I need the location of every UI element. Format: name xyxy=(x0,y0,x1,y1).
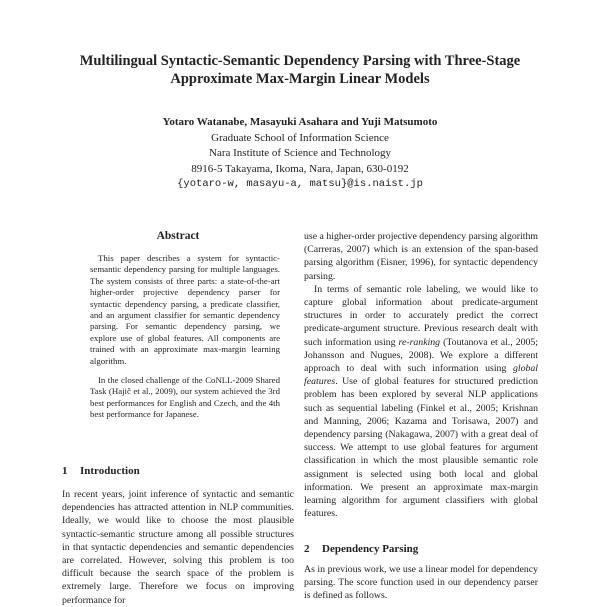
section-1-heading xyxy=(62,465,140,477)
dependency-parsing-body xyxy=(304,563,538,600)
right-p2-part-c: . Use of global features for structured prediction problem has been explored by several NLP applications such as sequential labeling (Finkel et al., 2005; Krishnan and Manning, 2006; Kazama and Torisawa, 2007) and dependency parsing (Nakagawa, 2007) with a great deal of success. We attempt to use global features for argument classification in which the most plausible semantic role assignment is selected using both local and global information. We present an approximate max-margin learning algorithm for argument classifiers with global features. xyxy=(304,376,538,520)
abstract-paragraph-1: This paper describes a system for syntactic-semantic dependency parsing for multiple languages. The system consists of three parts: a state-of-the-art higher-order projective dependency parser for syntactic dependency parsing, a predicate classifier, and an argument classifier for semantic dependency parsing. For semantic dependency parsing, we explore use of global features. All components are trained with an approximate max-margin learning algorithm. xyxy=(90,253,280,366)
section-1-number: 1 xyxy=(62,465,68,477)
section-2-title: Dependency Parsing xyxy=(322,543,419,555)
section-2-number: 2 xyxy=(304,543,310,555)
right-column-body xyxy=(304,230,538,530)
author-names: Yotaro Watanabe, Masayuki Asahara and Yuji Matsumoto xyxy=(162,116,438,128)
address: 8916-5 Takayama, Ikoma, Nara, Japan, 630-0192 xyxy=(191,162,409,175)
affiliation: Graduate School of Information Science xyxy=(211,131,389,144)
abstract-heading: Abstract xyxy=(156,230,200,242)
institute: Nara Institute of Science and Technology xyxy=(209,147,391,159)
introduction-body xyxy=(62,488,294,606)
section-1-title: Introduction xyxy=(80,465,140,477)
email: {yotaro-w, masayu-a, matsu}@is.naist.jp xyxy=(177,178,423,190)
global-features-emphasis: global features xyxy=(304,363,538,388)
dependency-parsing-paragraph-1: As in previous work, we use a linear model for dependency parsing. The score function used in our dependency parser is defined as follows. xyxy=(304,564,538,602)
re-ranking-emphasis: re-ranking xyxy=(398,336,441,348)
abstract-body xyxy=(90,253,280,429)
section-2-heading xyxy=(304,543,418,555)
abstract-paragraph-2: In the closed challenge of the CoNLL-2009 Shared Task (Hajič et al., 2009), our system achieved the 3rd best performances for English and Czech, and the 4th best performance for Japanese. xyxy=(90,375,280,420)
right-p2-part-a: In terms of semantic role labeling, we would like to capture global information about predicate-argument structures in order to accurately predict the correct predicate-argument structure. Previous research dealt with such information using xyxy=(304,283,538,348)
right-p2-part-b: (Toutanova et al., 2005; Johansson and Nugues, 2008). We explore a different approach to deal with such information using xyxy=(304,336,539,375)
right-paragraph-2 xyxy=(304,283,538,521)
author-block xyxy=(60,115,540,193)
paper-title: Multilingual Syntactic-Semantic Dependency Parsing with Three-Stage Approximate Max-Margin Linear Models xyxy=(79,53,521,87)
introduction-paragraph-1: In recent years, joint inference of syntactic and semantic dependencies has attracted attention in NLP communities. Ideally, we would like to choose the most plausible syntactic-semantic structure among all possible structures in that syntactic dependencies and semantic dependencies are correlated. However, solving this problem is too difficult because the search space of the problem is extremely large. Therefore we focus on improving performance for xyxy=(62,489,294,606)
right-paragraph-1: use a higher-order projective dependency parsing algorithm (Carreras, 2007) which is an extension of the span-based parsing algorithm (Eisner, 1996), for syntactic dependency parsing. xyxy=(304,231,538,282)
